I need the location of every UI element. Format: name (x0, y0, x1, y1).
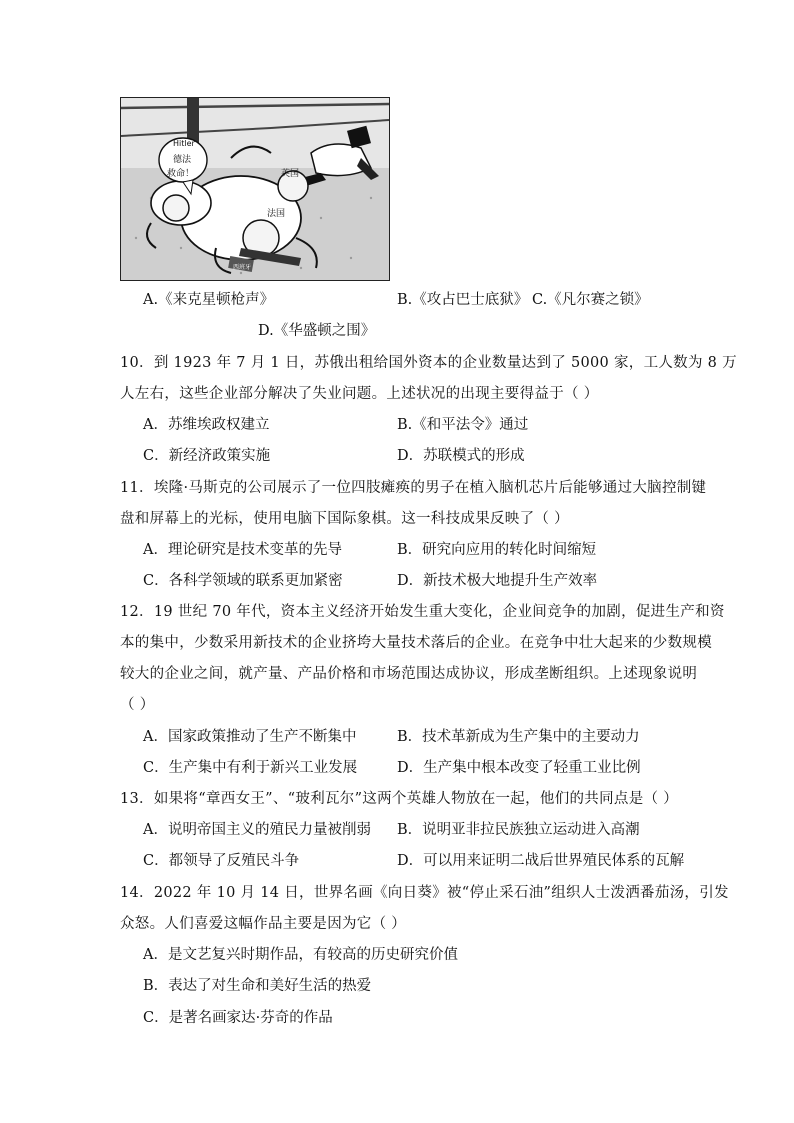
q10-stem-line-2: 人左右，这些企业部分解决了失业问题。上述状况的出现主要得益于（ ） (120, 386, 599, 402)
q9-option-a: A.《来克星顿枪声》 (143, 292, 275, 308)
q11-option-a: A．理论研究是技术变革的先导 (143, 542, 342, 558)
q10-option-a: A．苏维埃政权建立 (143, 417, 270, 433)
q11-option-b: B．研究向应用的转化时间缩短 (397, 542, 597, 558)
q13-stem-line-1: 13．如果将“章西女王”、“玻利瓦尔”这两个英雄人物放在一起，他们的共同点是（ ） (120, 791, 679, 807)
q12-stem-line-1: 12．19 世纪 70 年代，资本主义经济开始发生重大变化，企业间竞争的加剧，促进生产和资 (120, 604, 725, 620)
q10-option-b: B.《和平法令》通过 (397, 417, 529, 433)
cartoon-drawing (121, 98, 389, 280)
q10-option-d: D．苏联模式的形成 (397, 448, 525, 464)
q14-stem-line-1: 14．2022 年 10 月 14 日，世界名画《向日葵》被“停止采石油”组织人士泼洒番茄汤，引发 (120, 885, 729, 901)
cartoon-label-france: 法国 (267, 209, 286, 219)
q9-option-d: D.《华盛顿之围》 (258, 323, 376, 339)
cartoon-label-hitler: Hitler (173, 139, 195, 148)
q14-option-b: B．表达了对生命和美好生活的热爱 (143, 978, 372, 994)
q13-option-d: D．可以用来证明二战后世界殖民体系的瓦解 (397, 853, 685, 869)
q12-option-d: D．生产集中根本改变了轻重工业比例 (397, 760, 641, 776)
cartoon-label-help: 救命！ (167, 169, 195, 179)
cartoon-label-spain: 西班牙 (233, 264, 252, 271)
q9-option-c: C.《凡尔赛之锁》 (532, 292, 649, 308)
q13-option-b: B．说明亚非拉民族独立运动进入高潮 (397, 822, 640, 838)
cartoon-label-defa: 德法 (173, 155, 192, 165)
q12-option-b: B．技术革新成为生产集中的主要动力 (397, 729, 640, 745)
q11-option-c: C．各科学领域的联系更加紧密 (143, 573, 343, 589)
q11-stem-line-2: 盘和屏幕上的光标，使用电脑下国际象棋。这一科技成果反映了（ ） (120, 511, 569, 527)
political-cartoon-image (120, 97, 390, 281)
q13-option-a: A．说明帝国主义的殖民力量被削弱 (143, 822, 371, 838)
q13-option-c: C．都领导了反殖民斗争 (143, 853, 300, 869)
q12-option-a: A．国家政策推动了生产不断集中 (143, 729, 357, 745)
q12-stem-line-4: （ ） (120, 697, 155, 713)
q11-stem-line-1: 11．埃隆·马斯克的公司展示了一位四肢瘫痪的男子在植入脑机芯片后能够通过大脑控制键 (120, 480, 707, 496)
q12-stem-line-3: 较大的企业之间，就产量、产品价格和市场范围达成协议，形成垄断组织。上述现象说明 (120, 666, 698, 682)
q10-option-c: C．新经济政策实施 (143, 448, 271, 464)
q12-stem-line-2: 本的集中，少数采用新技术的企业挤垮大量技术落后的企业。在竞争中壮大起来的少数规模 (120, 635, 712, 651)
q14-option-c: C．是著名画家达·芬奇的作品 (143, 1010, 333, 1026)
q11-option-d: D．新技术极大地提升生产效率 (397, 573, 598, 589)
q14-stem-line-2: 众怒。人们喜爱这幅作品主要是因为它（ ） (120, 916, 407, 932)
q9-option-b: B.《攻占巴士底狱》 (397, 292, 529, 308)
q14-option-a: A．是文艺复兴时期作品，有较高的历史研究价值 (143, 947, 458, 963)
q12-option-c: C．生产集中有利于新兴工业发展 (143, 760, 358, 776)
cartoon-label-britain: 英国 (281, 169, 300, 179)
q10-stem-line-1: 10．到 1923 年 7 月 1 日，苏俄出租给国外资本的企业数量达到了 5000 家，工人数为 8 万 (120, 355, 737, 371)
